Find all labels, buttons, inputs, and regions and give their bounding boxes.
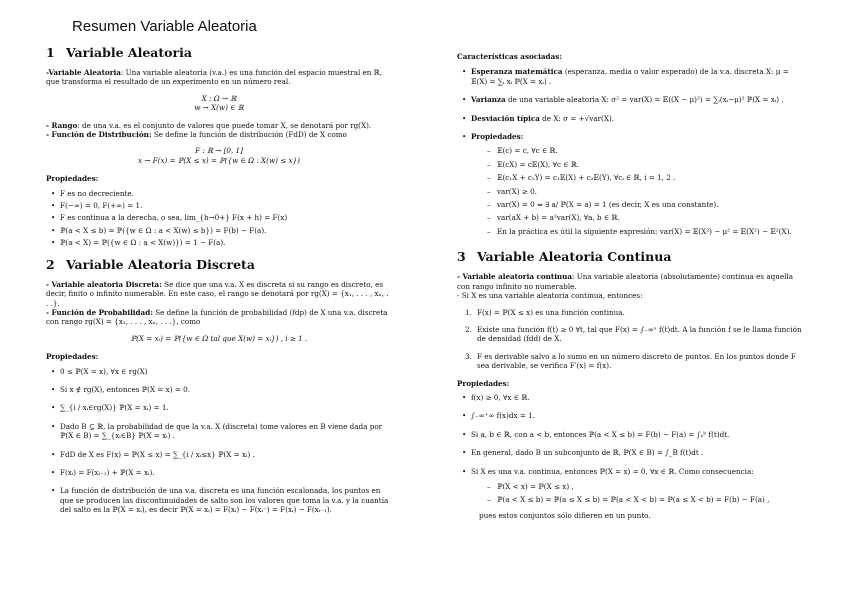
page-title: Resumen Variable Aleatoria — [72, 18, 257, 35]
discreta-definition: - Variable aleatoria Discreta: Se dice que una v.a. X es discreta si su rango es discreto, es decir, finito o infinito numerable. En este caso, el rango se denotará por rg(X) = {x₁, . . . , xₙ, . . .}. — [46, 279, 389, 308]
list-item: • ∫₋∞⁺∞ f(x)dx = 1. — [457, 411, 807, 420]
fdp-definition: - Función de Probabilidad: Se define la función de probabilidad (fdp) de X una v.a. discreta con rango rg(X) = {x₁, . . . , xₙ, . . .}, como — [46, 307, 388, 327]
list-item: – 𝔼(c₁X + c₂Y) = c₁𝔼(X) + c₂𝔼(Y), ∀cᵢ ∈ ℝ, i = 1, 2 . — [471, 173, 807, 182]
list-item: 3. F es derivable salvo a lo sumo en un número discreto de puntos. En los puntos donde F sea derivable, se verifica F′(x) = f(x). — [465, 351, 796, 371]
continua-si: - Si X es una variable aleatoria continua, entonces: — [457, 291, 643, 301]
s3-props-list — [457, 393, 807, 505]
fd-mapping: F : ℝ → [0, 1] x → F(x) = ℙ(X ≤ x) = ℙ({w ∈ Ω : X(w) ≤ x}) — [138, 146, 300, 165]
list-item: – En la práctica es útil la siguiente expresión: var(X) = 𝔼(X²) − μ² = 𝔼(X²) − 𝔼²(X). — [471, 227, 807, 236]
car-props-list — [471, 146, 807, 236]
list-item: 2. Existe una función f(t) ≥ 0 ∀t, tal que F(x) = ∫₋∞ˣ f(t)dt. A la función f se le llama función de densidad (fdd) de X. — [465, 324, 802, 344]
left-column — [46, 46, 392, 518]
s3-props-title: Propiedades: — [457, 378, 510, 388]
section-2-heading: 2 Variable Aleatoria Discreta — [46, 256, 255, 272]
list-item: • F es no decreciente. — [46, 189, 392, 198]
list-item: • F(xᵢ) = F(xᵢ₋₁) + ℙ(X = xᵢ). — [46, 468, 392, 477]
list-item: • Esperanza matemática (esperanza, media o valor esperado) de la v.a. discreta X: μ = 𝔼(X) = ∑ᵢ xᵢ ℙ(X = xᵢ) . — [457, 67, 807, 86]
section-3-heading: 3 Variable Aleatoria Continua — [457, 249, 672, 265]
s2-props-title: Propiedades: — [46, 352, 99, 362]
continua-conditions — [457, 308, 807, 371]
caracteristicas-title: Características asociadas: — [457, 52, 562, 61]
fdd-definition: - Función de Distribución: Se define la función de distribución (FdD) de X como — [46, 130, 347, 140]
list-item: 1. F(x) = ℙ(X ≤ x) es una función continua. — [465, 307, 625, 317]
list-item: • f(x) ≥ 0, ∀x ∈ ℝ. — [457, 393, 807, 402]
list-item: • Si a, b ∈ ℝ, con a < b, entonces ℙ(a < X ≤ b) = F(b) − F(a) = ∫ₐᵇ f(t)dt. — [457, 430, 807, 439]
va-definition: -Variable Aleatoria: Una variable aleatoria (v.a.) es una función del espacio muestral en ℝ, que transforma el resultado de un experimento en un número real. — [46, 68, 382, 87]
right-column — [457, 52, 807, 520]
list-item: • ∑_{i / xᵢ∈rg(X)} ℙ(X = xᵢ) = 1. — [46, 403, 392, 412]
list-item: • Varianza de una variable aleatoria X: σ² = var(X) = 𝔼((X − μ)²) = ∑ᵢ(xᵢ−μ)² ℙ(X = xᵢ) . — [457, 95, 807, 104]
list-item: • Dado B ⊆ ℝ, la probabilidad de que la v.a. X (discreta) tome valores en B viene dada por ℙ(X ∈ B) = ∑_{xᵢ∈B} ℙ(X = xᵢ) . — [46, 422, 392, 441]
list-item: • F es continua a la derecha, o sea, lim_{h→0+} F(x + h) = F(x) — [46, 213, 392, 222]
rango-definition: - Rango: de una v.a. es el conjunto de valores que puede tomar X, se denotará por rg(X). — [46, 120, 372, 130]
s2-props-list — [46, 367, 392, 515]
list-item: • ℙ(a < X) = ℙ({w ∈ Ω : a < X(w)}) = 1 − F(a). — [46, 238, 392, 247]
list-item: • Desviación típica de X: σ = +√var(X). — [457, 114, 807, 123]
s1-props-title: Propiedades: — [46, 174, 99, 184]
s3-closing: pues estos conjuntos sólo difieren en un punto. — [479, 510, 651, 520]
caracteristicas-list — [457, 67, 807, 236]
va-mapping: X : Ω → ℝ w → X(w) ∈ ℝ — [194, 93, 244, 113]
list-item: • F(−∞) = 0, F(+∞) = 1. — [46, 201, 392, 210]
fdp-equation: ℙ(X = xᵢ) = ℙ({w ∈ Ω tal que X(w) = xᵢ}) , i ≥ 1 . — [130, 333, 308, 343]
section-1-heading: 1 Variable Aleatoria — [46, 45, 192, 60]
list-item: • Propiedades: – 𝔼(c) = c, ∀c ∈ ℝ. – 𝔼(cX) = c𝔼(X), ∀c ∈ ℝ. – 𝔼(c₁X + c₂Y) = c₁𝔼(X) + c₂𝔼(Y), ∀cᵢ ∈ ℝ, i = 1, 2 . – var(X) ≥ 0. – var(X) = 0 ⇔ ∃ a/ ℙ(X = a) = 1 (es decir, X es una constante). – var(aX + b) = a²var(X), ∀a, b ∈ ℝ. – En la práctica es útil la siguiente expresión: var(X) = 𝔼(X²) − μ² = 𝔼(X²) − 𝔼²(X). — [457, 132, 807, 236]
list-item: • FdD de X es F(x) = ℙ(X ≤ x) = ∑_{i / xᵢ≤x} ℙ(X = xᵢ) . — [46, 450, 392, 459]
list-item: – var(X) ≥ 0. — [471, 187, 807, 196]
list-item: • ℙ(a < X ≤ b) = ℙ({w ∈ Ω : a < X(w) ≤ b}) = F(b) − F(a). — [46, 226, 392, 235]
list-item: – var(X) = 0 ⇔ ∃ a/ ℙ(X = a) = 1 (es decir, X es una constante). — [471, 200, 807, 209]
list-item: – 𝔼(cX) = c𝔼(X), ∀c ∈ ℝ. — [471, 160, 807, 169]
list-item: – var(aX + b) = a²var(X), ∀a, b ∈ ℝ. — [471, 213, 807, 222]
list-item: • 0 ≤ ℙ(X = x), ∀x ∈ rg(X) — [46, 367, 392, 376]
list-item: – ℙ(a < X ≤ b) = ℙ(a ≤ X ≤ b) = ℙ(a < X < b) = ℙ(a ≤ X < b) = F(b) − F(a) , — [471, 495, 807, 504]
s3-sub-list — [471, 482, 807, 505]
continua-definition: - Variable aleatoria continua: Una variable aleatoria (absolutamente) continua es aquella con rango infinito no numerable. — [457, 272, 794, 291]
list-item: – ℙ(X < x) = ℙ(X ≤ x) , — [471, 482, 807, 491]
list-item: • En general, dado B un subconjunto de ℝ, ℙ(X ∈ B) = ∫_B f(t)dt . — [457, 448, 807, 457]
list-item: • Si x ∉ rg(X), entonces ℙ(X = x) = 0. — [46, 385, 392, 394]
s1-props-list — [46, 189, 392, 248]
list-item: – 𝔼(c) = c, ∀c ∈ ℝ. — [471, 146, 807, 155]
list-item: • Si X es una v.a. continua, entonces ℙ(X = x) = 0, ∀x ∈ ℝ. Como consecuencia: – ℙ(X < x) = ℙ(X ≤ x) , – ℙ(a < X ≤ b) = ℙ(a ≤ X ≤ b) = ℙ(a < X < b) = ℙ(a ≤ X < b) = F(b) − F(a) , — [457, 467, 807, 505]
list-item: • La función de distribución de una v.a. discreta es una función escalonada, los puntos en que se producen las discontinuidades de salto son los valores que toma la v.a. y la cuantía del salto es la ℙ(X = xᵢ), es decir ℙ(X = xᵢ) = F(xᵢ) − F(xᵢ⁻) = F(xᵢ) − F(xᵢ₋₁). — [46, 486, 392, 514]
